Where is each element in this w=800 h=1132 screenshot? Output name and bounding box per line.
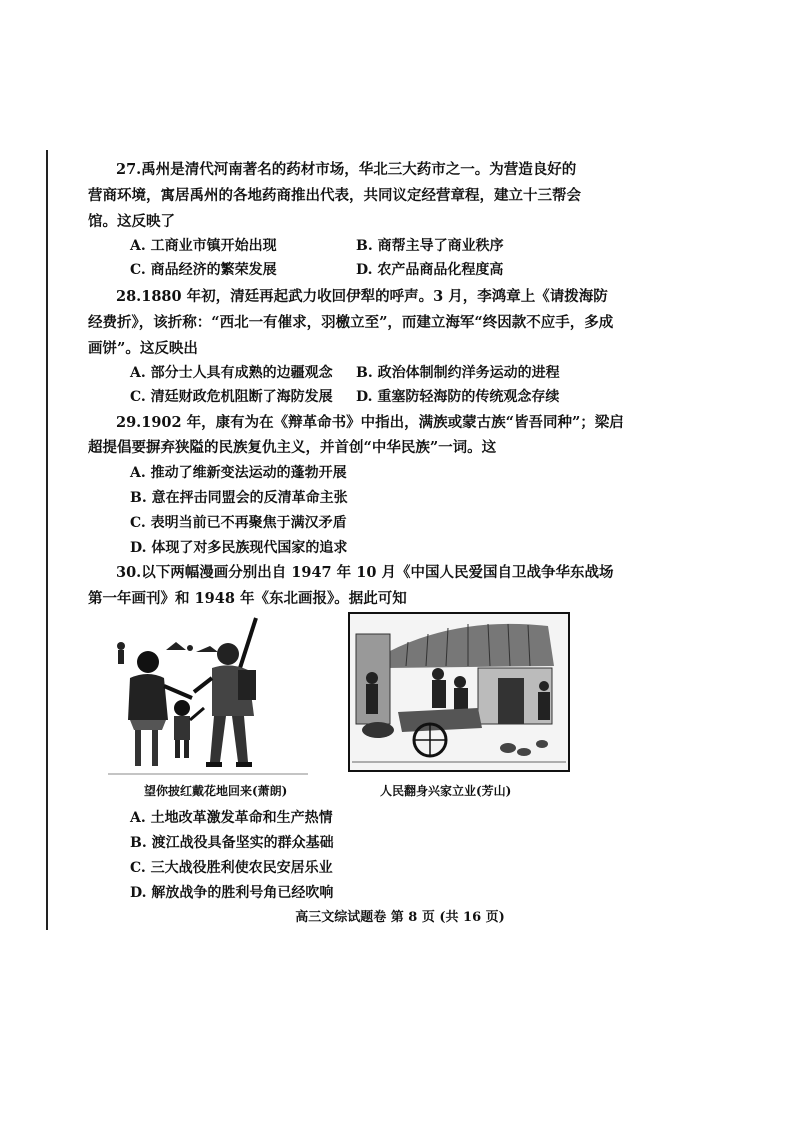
- cartoon-left-caption: 望你披红戴花地回来(萧朗): [144, 784, 288, 798]
- cartoon-left-illustration: [108, 612, 308, 782]
- q27-stem-line-3: 馆。这反映了: [88, 213, 175, 230]
- q30-option-d[interactable]: D. 解放战争的胜利号角已经吹响: [130, 885, 334, 901]
- q29-option-a[interactable]: A. 推动了维新变法运动的蓬勃开展: [130, 465, 347, 481]
- q27-option-c[interactable]: C. 商品经济的繁荣发展: [130, 262, 277, 278]
- q27-option-d[interactable]: D. 农产品商品化程度高: [356, 262, 504, 278]
- q27-stem-line-1: 27.禹州是清代河南著名的药材市场，华北三大药市之一。为营造良好的: [116, 161, 577, 178]
- q27-option-b[interactable]: B. 商帮主导了商业秩序: [356, 238, 504, 254]
- q30-option-a[interactable]: A. 土地改革激发革命和生产热情: [130, 810, 333, 826]
- q28-option-c[interactable]: C. 清廷财政危机阻断了海防发展: [130, 389, 333, 405]
- q28-option-a[interactable]: A. 部分士人具有成熟的边疆观念: [130, 365, 333, 381]
- q28-stem-line-2: 经费折》，该折称：“西北一有催求，羽檄立至”，而建立海军“终因款不应手，多成: [88, 314, 614, 331]
- q29-stem-line-1: 29.1902 年，康有为在《辩革命书》中指出，满族或蒙古族“皆吾同种”；梁启: [116, 414, 624, 431]
- q30-stem-line-1: 30.以下两幅漫画分别出自 1947 年 10 月《中国人民爱国自卫战争华东战场: [116, 564, 614, 581]
- q28-option-b[interactable]: B. 政治体制制约洋务运动的进程: [356, 365, 560, 381]
- page-footer: 高三文综试题卷 第 8 页 (共 16 页): [295, 910, 505, 925]
- q30-option-c[interactable]: C. 三大战役胜利使农民安居乐业: [130, 860, 333, 876]
- q28-option-d[interactable]: D. 重塞防轻海防的传统观念存续: [356, 389, 560, 405]
- q28-stem-line-3: 画饼”。这反映出: [88, 340, 198, 357]
- q30-stem-line-2: 第一年画刊》和 1948 年《东北画报》。据此可知: [88, 590, 407, 607]
- q29-option-d[interactable]: D. 体现了对多民族现代国家的追求: [130, 540, 348, 556]
- q29-option-c[interactable]: C. 表明当前已不再聚焦于满汉矛盾: [130, 515, 347, 531]
- cartoon-right-illustration: [348, 612, 570, 772]
- q29-stem-line-2: 超提倡要摒弃狭隘的民族复仇主义，并首创“中华民族”一词。这: [88, 439, 497, 456]
- q30-option-b[interactable]: B. 渡江战役具备坚实的群众基础: [130, 835, 334, 851]
- cartoon-right-caption: 人民翻身兴家立业(芳山): [380, 784, 512, 798]
- q27-stem-line-2: 营商环境，寓居禹州的各地药商推出代表，共同议定经营章程，建立十三帮会: [88, 187, 581, 204]
- q27-option-a[interactable]: A. 工商业市镇开始出现: [130, 238, 277, 254]
- q28-stem-line-1: 28.1880 年初，清廷再起武力收回伊犁的呼声。3 月，李鸿章上《请拨海防: [116, 288, 608, 305]
- q29-option-b[interactable]: B. 意在抨击同盟会的反清革命主张: [130, 490, 348, 506]
